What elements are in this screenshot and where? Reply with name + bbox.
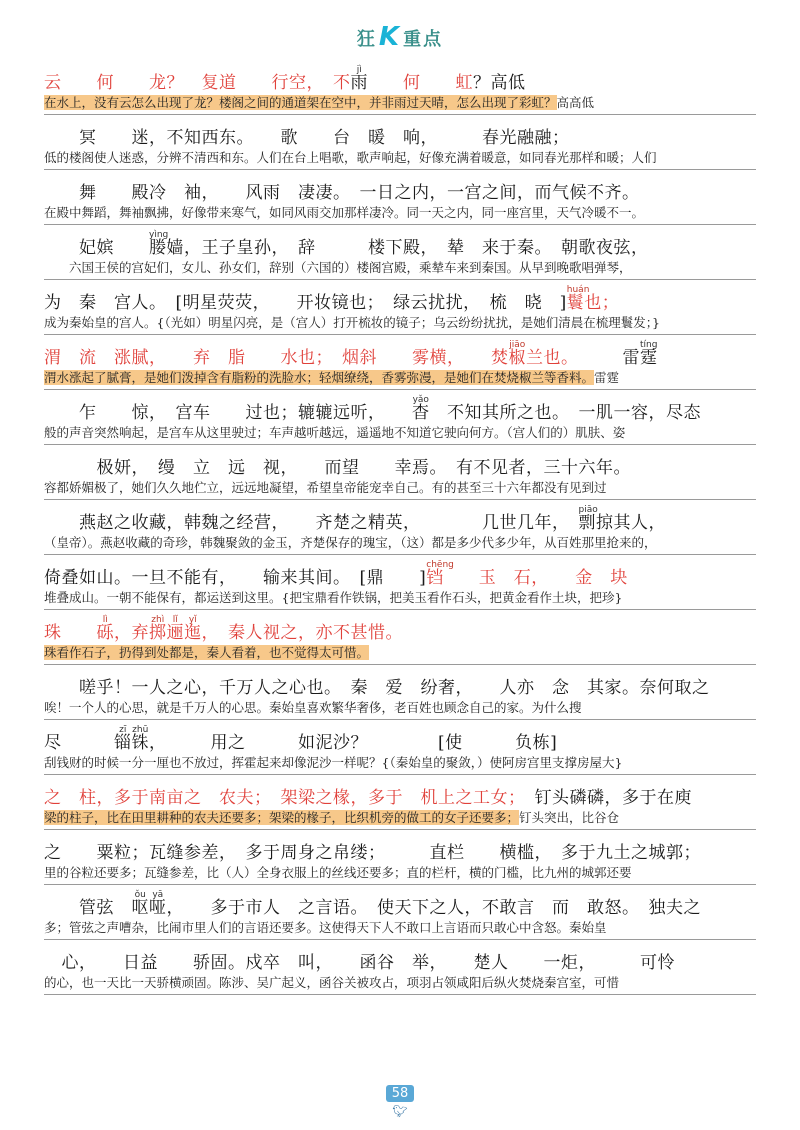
highlighted-phrase: 渭 流 涨腻， 弃 脂 水也； 烟斜 雾横， 焚 [44, 348, 509, 368]
annotated-character: 霆 tíng [640, 347, 658, 369]
bird-icon: 🐦︎ [392, 1104, 408, 1118]
annotated-character: 鬟 huán [567, 292, 585, 314]
translation-segment: 低的楼阁使人迷惑，分辨不清西和东。人们在台上唱歌，歌声响起，好像充满着暖意，如同春光那样和暖；人们 [44, 150, 657, 165]
classical-text-line [44, 720, 756, 754]
translation-segment: 高高低 [556, 95, 595, 110]
text-segment: 极妍， 缦 立 远 视， 而望 幸焉。 有不见者，三十六年。 [44, 458, 631, 478]
highlighted-phrase: 珠 [44, 623, 97, 643]
translation-line [44, 864, 756, 885]
text-segment: 妃嫔 [44, 238, 149, 258]
translation-segment: 多；管弦之声嘈杂，比闹市里人们的言语还要多。这使得天下人不敢口上言语而只敢心中含怒。秦始皇 [44, 920, 607, 935]
text-segment: ， 多于市人 之言语。 使天下之人，不敢言 而 敢怒。 独夫之 [166, 898, 701, 918]
translation-segment: 六国王侯的宫妃们，女儿、孙女们，辞别（六国的）楼阁宫殿，乘辇车来到秦国。从早到晚歌唱弹琴， [44, 260, 632, 275]
translation-line [44, 204, 756, 225]
highlighted-translation: 在水上，没有云怎么出现了龙？楼阁之间的通道架在空中，并非雨过天晴，怎么出现了彩虹？ [44, 95, 557, 110]
highlighted-phrase: 云 何 龙？ 复道 行空， 不 [44, 73, 351, 93]
translation-line [44, 369, 756, 390]
annotated-character: 椒 jiāo [509, 347, 527, 369]
text-segment: 雷 [570, 348, 640, 368]
text-line-pair [44, 830, 756, 885]
text-segment: 嗟乎！一人之心，千万人之心也。 秦 爱 纷奢， 人亦 念 其家。奈何取之 [44, 678, 710, 698]
text-line-pair [44, 115, 756, 170]
annotated-character: 掷 zhì [149, 622, 167, 644]
pinyin-annotation: huán [566, 285, 590, 295]
text-segment: 尽 [44, 733, 114, 753]
text-line-pair [44, 225, 756, 280]
pinyin-annotation: jiāo [509, 340, 526, 350]
translation-line [44, 919, 756, 940]
text-segment: 冥 迷，不知西东。 歌 台 暖 响， 春光融融； [44, 128, 570, 148]
text-line-pair [44, 390, 756, 445]
annotated-character: 雨 jì [351, 72, 369, 94]
translation-line [44, 754, 756, 775]
translation-segment: 刮钱财的时候一分一厘也不放过，挥霍起来却像泥沙一样呢？{（秦始皇的聚敛，）使阿房宫里支撑房屋大} [44, 755, 623, 770]
highlighted-phrase: 玉 石， 金 块 [443, 568, 628, 588]
text-line-pair [44, 500, 756, 555]
pinyin-annotation: yìng [149, 230, 169, 240]
text-line-pair [44, 335, 756, 390]
translation-line [44, 699, 756, 720]
translation-line [44, 644, 756, 665]
classical-text-line [44, 225, 756, 259]
pinyin-annotation: lì [102, 615, 108, 625]
page-footer [0, 1082, 800, 1118]
translation-segment: 般的声音突然响起，是宫车从这里驶过；车声越听越远，遥遥地不知道它驶向何方。（宫人们的）肌肤、姿 [44, 425, 626, 440]
text-line-pair [44, 885, 756, 940]
text-segment: ？高低 [473, 73, 526, 93]
pinyin-annotation: piāo [578, 505, 598, 515]
translation-segment: （皇帝）。燕赵收藏的奇珍，韩魏聚敛的金玉，齐楚保存的瑰宝，（这）都是多少代多少年，从百姓那里抢来的， [44, 535, 657, 550]
translation-segment: 成为秦始皇的宫人。{（光如）明星闪亮，是（宫人）打开梳妆的镜子；乌云纷纷扰扰，是她们清晨在梳理鬟发；} [44, 315, 660, 330]
pinyin-annotation: zhū [132, 725, 149, 735]
highlighted-phrase: ，弃 [114, 623, 149, 643]
classical-text-line [44, 445, 756, 479]
pinyin-annotation: yā [152, 890, 164, 900]
text-segment: ， 用之 如泥沙？ [使 负栋] [149, 733, 558, 753]
classical-text-line [44, 335, 756, 369]
text-segment: 倚叠如山。一旦不能有， 输来其间。 [鼎 ] [44, 568, 427, 588]
annotated-character: 铢 zhū [132, 732, 150, 754]
pinyin-annotation: yǐ [188, 615, 197, 625]
highlighted-translation: 梁的柱子，比在田里耕种的农夫还要多；架梁的椽子，比织机旁的做工的女子还要多； [44, 810, 520, 825]
text-segment: 之 粟粒；瓦缝参差， 多于周身之帛缕； 直栏 横槛， 多于九土之城郭； [44, 843, 701, 863]
highlighted-translation: 珠看作石子，扔得到处都是，秦人看着，也不觉得太可惜。 [44, 645, 370, 660]
text-line-pair [44, 720, 756, 775]
text-segment: 嫱，王子皇孙， 辞 楼下殿， 辇 来于秦。 朝歌夜弦， [166, 238, 649, 258]
pinyin-annotation: zī [119, 725, 127, 735]
text-line-pair [44, 445, 756, 500]
classical-text-line [44, 830, 756, 864]
annotated-character: 媵 yìng [149, 237, 167, 259]
text-line-pair [44, 170, 756, 225]
page-header [0, 22, 800, 52]
classical-text-line [44, 940, 756, 974]
classical-text-line [44, 665, 756, 699]
text-line-pair [44, 940, 756, 995]
highlighted-phrase: ， 秦人视之，亦不甚惜。 [201, 623, 403, 643]
highlighted-phrase: 也； [584, 293, 620, 313]
pinyin-annotation: ǒu [134, 890, 146, 900]
pinyin-annotation: yǎo [412, 395, 429, 405]
text-line-pair [44, 665, 756, 720]
text-segment: 燕赵之收藏，韩魏之经营， 齐楚之精英， 几世几年， [44, 513, 579, 533]
text-segment: 不知其所之也。 一肌一容，尽态 [429, 403, 701, 423]
classical-text-line [44, 115, 756, 149]
translation-line [44, 479, 756, 500]
page-number: 58 [386, 1085, 415, 1102]
translation-segment: 的心，也一天比一天骄横顽固。陈涉、吴广起义，函谷关被攻占，项羽占领咸阳后纵火焚烧秦宫室，可惜 [44, 975, 620, 990]
highlighted-phrase: 兰也。 [526, 348, 570, 368]
annotated-character: 锱 zī [114, 732, 132, 754]
translation-segment: 雷霆 [594, 370, 620, 385]
text-line-pair [44, 775, 756, 830]
annotated-character: 杳 yǎo [412, 402, 430, 424]
annotated-character: 剽 piāo [579, 512, 597, 534]
classical-text-line [44, 555, 756, 589]
text-segment: 为 秦 宫人。 [明星荧荧， 开妆镜也； 绿云扰扰， 梳 晓 ] [44, 293, 567, 313]
translation-segment: 里的谷粒还要多；瓦缝参差，比（人）全身衣服上的丝线还要多；直的栏杆，横的门槛，比九州的城郭还要 [44, 865, 632, 880]
bilingual-text-body [44, 60, 756, 995]
classical-text-line [44, 170, 756, 204]
pinyin-annotation: tíng [640, 340, 658, 350]
classical-text-line [44, 500, 756, 534]
translation-segment: 唉！一个人的心思，就是千万人的心思。秦始皇喜欢繁华奢侈，老百姓也顾念自己的家。为什么搜 [44, 700, 582, 715]
text-line-pair [44, 60, 756, 115]
text-segment: 乍 惊， 宫车 过也；辘辘远听， [44, 403, 412, 423]
translation-segment: 钉头突出，比谷仓 [519, 810, 620, 825]
text-segment: 心， 日益 骄固。戍卒 叫， 函谷 举， 楚人 一炬， 可怜 [44, 953, 675, 973]
classical-text-line [44, 390, 756, 424]
text-segment: 舞 殿冷 袖， 风雨 凄凄。 一日之内，一宫之间，而气候不齐。 [44, 183, 640, 203]
brand-logo: 狂K 重点 [356, 22, 444, 52]
translation-line [44, 259, 756, 280]
pinyin-annotation: chēng [426, 560, 454, 570]
translation-segment: 堆叠成山。一朝不能保有，都运送到这里。{把宝鼎看作铁锅，把美玉看作石头，把黄金看作土块，把珍} [44, 590, 623, 605]
translation-line [44, 534, 756, 555]
text-line-pair [44, 610, 756, 665]
highlighted-phrase: 何 虹 [368, 73, 473, 93]
annotated-character: 逦 lǐ [167, 622, 185, 644]
highlighted-translation: 渭水涨起了腻膏，是她们泼掉含有脂粉的洗脸水；轻烟缭绕，香雾弥漫，是她们在焚烧椒兰等香料。 [44, 370, 595, 385]
text-line-pair [44, 555, 756, 610]
translation-segment: 容都娇媚极了，她们久久地伫立，远远地凝望，希望皇帝能宠幸自己。有的甚至三十六年都没有见到过 [44, 480, 607, 495]
annotated-character: 铛 chēng [426, 567, 444, 589]
translation-line [44, 974, 756, 995]
translation-line [44, 149, 756, 170]
text-segment: 掠其人， [596, 513, 666, 533]
classical-text-line [44, 60, 756, 94]
translation-line [44, 589, 756, 610]
translation-line [44, 94, 756, 115]
annotated-character: 哑 yā [149, 897, 167, 919]
pinyin-annotation: zhì [151, 615, 165, 625]
translation-segment: 在殿中舞蹈，舞袖飘拂，好像带来寒气，如同风雨交加那样凄冷。同一天之内，同一座宫里，天气冷暖不一。 [44, 205, 645, 220]
pinyin-annotation: jì [356, 65, 362, 75]
translation-line [44, 314, 756, 335]
pinyin-annotation: lǐ [172, 615, 178, 625]
highlighted-phrase: 之 柱，多于南亩之 农夫； 架梁之椽，多于 机上之工女； [44, 788, 517, 808]
annotated-character: 砾 lì [97, 622, 115, 644]
translation-line [44, 424, 756, 445]
translation-line [44, 809, 756, 830]
classical-text-line [44, 280, 756, 314]
classical-text-line [44, 775, 756, 809]
annotated-character: 迤 yǐ [184, 622, 202, 644]
classical-text-line [44, 885, 756, 919]
text-segment: 管弦 [44, 898, 132, 918]
classical-text-line [44, 610, 756, 644]
text-line-pair [44, 280, 756, 335]
text-segment: 钉头磷磷，多于在庾 [517, 788, 692, 808]
annotated-character: 呕 ǒu [132, 897, 150, 919]
